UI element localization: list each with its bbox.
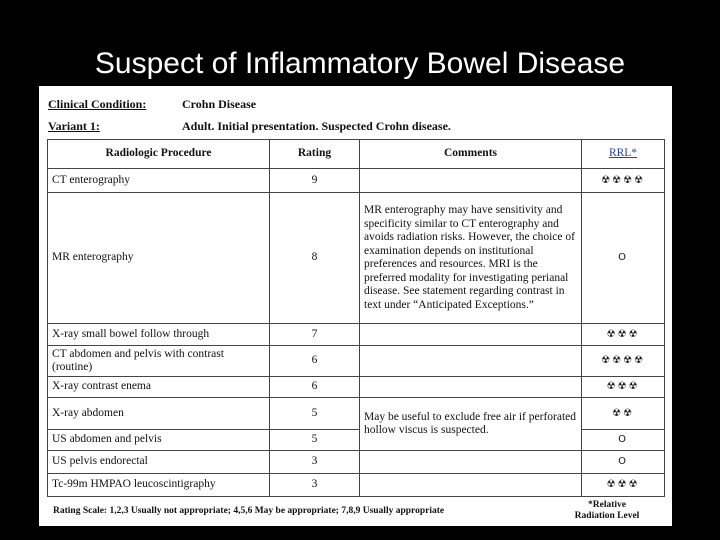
radiation-level-icons: ☢☢☢☢ [582, 169, 665, 193]
radiation-level-icons: O [582, 430, 665, 451]
rating-cell: 9 [270, 169, 360, 193]
comment-cell [360, 377, 582, 398]
procedure-cell: MR enterography [48, 193, 270, 324]
comment-cell [360, 169, 582, 193]
table-row [48, 169, 665, 193]
table-row [48, 324, 665, 346]
rating-cell: 3 [270, 474, 360, 497]
table-footer [47, 499, 664, 524]
comment-cell [360, 346, 582, 377]
acr-criteria-document [39, 86, 672, 526]
procedure-cell: X-ray abdomen [48, 398, 270, 430]
procedure-rating-table [47, 139, 665, 497]
comment-cell [360, 324, 582, 346]
comment-cell [360, 474, 582, 497]
procedure-cell: X-ray contrast enema [48, 377, 270, 398]
radiation-level-icons: ☢☢☢ [582, 377, 665, 398]
table-row [48, 346, 665, 377]
clinical-condition-value: Crohn Disease [182, 97, 257, 111]
radiation-level-icons: ☢☢☢ [582, 474, 665, 497]
table-header-row [48, 140, 665, 169]
column-header-comments: Comments [360, 140, 582, 169]
radiation-level-icons: O [582, 193, 665, 324]
column-header-procedure: Radiologic Procedure [48, 140, 270, 169]
procedure-cell: CT abdomen and pelvis with contrast (routine) [48, 346, 270, 377]
comment-cell: May be useful to exclude free air if perforated hollow viscus is suspected. [360, 398, 582, 451]
rating-cell: 5 [270, 398, 360, 430]
procedure-cell: X-ray small bowel follow through [48, 324, 270, 346]
radiation-level-icons: ☢☢☢ [582, 324, 665, 346]
comment-cell: MR enterography may have sensitivity and specificity similar to CT enterography and avoids radiation risks. However, the choice of examination depends on institutional preferences and resources. MRI is the preferred modality for investigating perianal disease. See statement regarding contrast in text under “Anticipated Exceptions.” [360, 193, 582, 324]
comment-cell [360, 451, 582, 474]
procedure-cell: Tc-99m HMPAO leucoscintigraphy [48, 474, 270, 497]
table-row [48, 474, 665, 497]
procedure-cell: CT enterography [48, 169, 270, 193]
table-row [48, 193, 665, 324]
rating-cell: 7 [270, 324, 360, 346]
table-row [48, 451, 665, 474]
rating-cell: 3 [270, 451, 360, 474]
variant-label: Variant 1: [48, 119, 100, 133]
rating-cell: 6 [270, 346, 360, 377]
slide-title: Suspect of Inflammatory Bowel Disease [94, 47, 626, 80]
rating-cell: 5 [270, 430, 360, 451]
column-header-rrl-link[interactable]: RRL* [582, 140, 665, 169]
table-row [48, 377, 665, 398]
radiation-level-icons: O [582, 451, 665, 474]
rating-cell: 6 [270, 377, 360, 398]
variant-value: Adult. Initial presentation. Suspected Crohn disease. [182, 119, 451, 133]
relative-radiation-level-note: *Relative Radiation Level [574, 500, 640, 521]
procedure-cell: US pelvis endorectal [48, 451, 270, 474]
rating-cell: 8 [270, 193, 360, 324]
rating-scale-note: Rating Scale: 1,2,3 Usually not appropriate; 4,5,6 May be appropriate; 7,8,9 Usually appropriate [53, 506, 445, 516]
radiation-level-icons: ☢☢☢☢ [582, 346, 665, 377]
procedure-cell: US abdomen and pelvis [48, 430, 270, 451]
clinical-condition-label: Clinical Condition: [48, 97, 147, 111]
column-header-rating: Rating [270, 140, 360, 169]
table-row [48, 398, 665, 430]
radiation-level-icons: ☢☢ [582, 398, 665, 430]
